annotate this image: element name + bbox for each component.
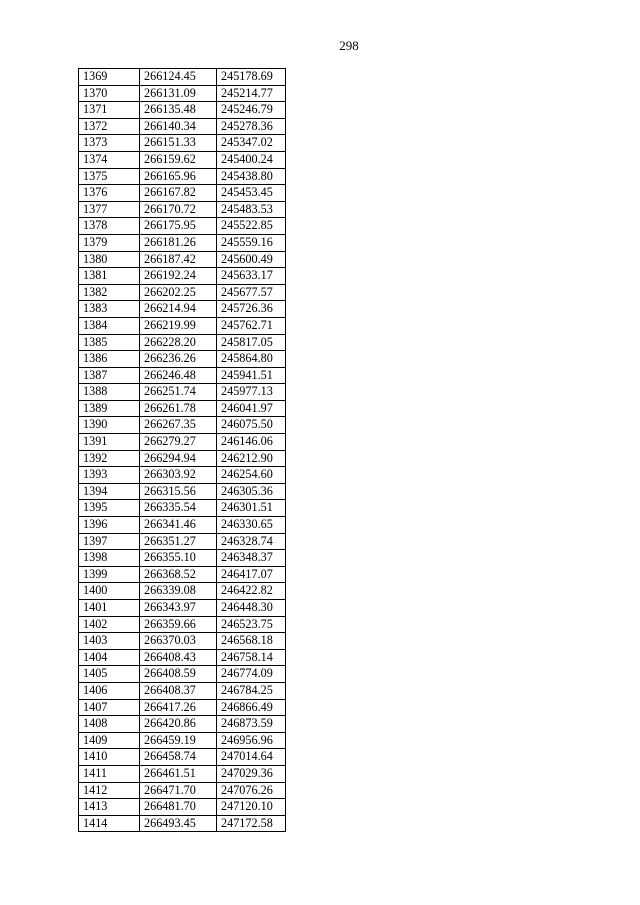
point-number-cell: 1399: [79, 566, 140, 583]
table-row: [79, 234, 286, 251]
point-number-cell: 1382: [79, 284, 140, 301]
table-row: [79, 400, 286, 417]
y-coordinate-cell: 246417.07: [217, 566, 286, 583]
x-coordinate-cell: 266370.03: [140, 633, 217, 650]
table-row: [79, 716, 286, 733]
table-row: [79, 550, 286, 567]
point-number-cell: 1404: [79, 649, 140, 666]
point-number-cell: 1389: [79, 400, 140, 417]
point-number-cell: 1390: [79, 417, 140, 434]
y-coordinate-cell: 245453.45: [217, 185, 286, 202]
x-coordinate-cell: 266351.27: [140, 533, 217, 550]
page-number: 298: [339, 38, 359, 53]
x-coordinate-cell: 266359.66: [140, 616, 217, 633]
x-coordinate-cell: 266135.48: [140, 102, 217, 119]
table-row: [79, 384, 286, 401]
x-coordinate-cell: 266219.99: [140, 317, 217, 334]
table-row: [79, 616, 286, 633]
x-coordinate-cell: 266228.20: [140, 334, 217, 351]
x-coordinate-cell: 266175.95: [140, 218, 217, 235]
point-number-cell: 1405: [79, 666, 140, 683]
point-number-cell: 1380: [79, 251, 140, 268]
point-number-cell: 1394: [79, 483, 140, 500]
table-row: [79, 799, 286, 816]
x-coordinate-cell: 266408.43: [140, 649, 217, 666]
point-number-cell: 1376: [79, 185, 140, 202]
x-coordinate-cell: 266246.48: [140, 367, 217, 384]
point-number-cell: 1387: [79, 367, 140, 384]
y-coordinate-cell: 245817.05: [217, 334, 286, 351]
point-number-cell: 1395: [79, 500, 140, 517]
table-row: [79, 135, 286, 152]
table-row: [79, 251, 286, 268]
point-number-cell: 1386: [79, 351, 140, 368]
point-number-cell: 1401: [79, 600, 140, 617]
y-coordinate-cell: 246774.09: [217, 666, 286, 683]
x-coordinate-cell: 266420.86: [140, 716, 217, 733]
y-coordinate-cell: 245522.85: [217, 218, 286, 235]
table-row: [79, 185, 286, 202]
x-coordinate-cell: 266408.37: [140, 682, 217, 699]
y-coordinate-cell: 246305.36: [217, 483, 286, 500]
x-coordinate-cell: 266251.74: [140, 384, 217, 401]
point-number-cell: 1397: [79, 533, 140, 550]
table-row: [79, 201, 286, 218]
point-number-cell: 1398: [79, 550, 140, 567]
y-coordinate-cell: 246348.37: [217, 550, 286, 567]
x-coordinate-cell: 266315.56: [140, 483, 217, 500]
table-row: [79, 666, 286, 683]
point-number-cell: 1371: [79, 102, 140, 119]
y-coordinate-cell: 245214.77: [217, 85, 286, 102]
x-coordinate-cell: 266481.70: [140, 799, 217, 816]
point-number-cell: 1375: [79, 168, 140, 185]
point-number-cell: 1381: [79, 268, 140, 285]
x-coordinate-cell: 266459.19: [140, 732, 217, 749]
table-row: [79, 434, 286, 451]
point-number-cell: 1378: [79, 218, 140, 235]
y-coordinate-cell: 246041.97: [217, 400, 286, 417]
point-number-cell: 1414: [79, 815, 140, 832]
point-number-cell: 1383: [79, 301, 140, 318]
y-coordinate-cell: 245977.13: [217, 384, 286, 401]
point-number-cell: 1392: [79, 450, 140, 467]
x-coordinate-cell: 266159.62: [140, 151, 217, 168]
table-row: [79, 566, 286, 583]
y-coordinate-cell: 246422.82: [217, 583, 286, 600]
point-number-cell: 1370: [79, 85, 140, 102]
table-row: [79, 633, 286, 650]
coordinates-table: [78, 68, 286, 832]
y-coordinate-cell: 246301.51: [217, 500, 286, 517]
point-number-cell: 1369: [79, 69, 140, 86]
point-number-cell: 1403: [79, 633, 140, 650]
point-number-cell: 1374: [79, 151, 140, 168]
y-coordinate-cell: 246758.14: [217, 649, 286, 666]
point-number-cell: 1407: [79, 699, 140, 716]
table-row: [79, 118, 286, 135]
y-coordinate-cell: 245677.57: [217, 284, 286, 301]
table-row: [79, 317, 286, 334]
x-coordinate-cell: 266170.72: [140, 201, 217, 218]
point-number-cell: 1385: [79, 334, 140, 351]
point-number-cell: 1388: [79, 384, 140, 401]
x-coordinate-cell: 266294.94: [140, 450, 217, 467]
point-number-cell: 1373: [79, 135, 140, 152]
table-row: [79, 600, 286, 617]
y-coordinate-cell: 246212.90: [217, 450, 286, 467]
table-row: [79, 749, 286, 766]
y-coordinate-cell: 245633.17: [217, 268, 286, 285]
x-coordinate-cell: 266461.51: [140, 765, 217, 782]
point-number-cell: 1413: [79, 799, 140, 816]
table-row: [79, 301, 286, 318]
point-number-cell: 1400: [79, 583, 140, 600]
x-coordinate-cell: 266341.46: [140, 517, 217, 534]
point-number-cell: 1410: [79, 749, 140, 766]
y-coordinate-cell: 245864.80: [217, 351, 286, 368]
x-coordinate-cell: 266355.10: [140, 550, 217, 567]
y-coordinate-cell: 245246.79: [217, 102, 286, 119]
x-coordinate-cell: 266140.34: [140, 118, 217, 135]
x-coordinate-cell: 266471.70: [140, 782, 217, 799]
point-number-cell: 1409: [79, 732, 140, 749]
y-coordinate-cell: 245178.69: [217, 69, 286, 86]
y-coordinate-cell: 247014.64: [217, 749, 286, 766]
y-coordinate-cell: 246330.65: [217, 517, 286, 534]
point-number-cell: 1412: [79, 782, 140, 799]
x-coordinate-cell: 266192.24: [140, 268, 217, 285]
table-row: [79, 765, 286, 782]
y-coordinate-cell: 245941.51: [217, 367, 286, 384]
point-number-cell: 1396: [79, 517, 140, 534]
x-coordinate-cell: 266181.26: [140, 234, 217, 251]
x-coordinate-cell: 266236.26: [140, 351, 217, 368]
y-coordinate-cell: 247172.58: [217, 815, 286, 832]
y-coordinate-cell: 245726.36: [217, 301, 286, 318]
table-row: [79, 334, 286, 351]
y-coordinate-cell: 245400.24: [217, 151, 286, 168]
x-coordinate-cell: 266303.92: [140, 467, 217, 484]
x-coordinate-cell: 266267.35: [140, 417, 217, 434]
y-coordinate-cell: 246956.96: [217, 732, 286, 749]
x-coordinate-cell: 266368.52: [140, 566, 217, 583]
x-coordinate-cell: 266493.45: [140, 815, 217, 832]
table-row: [79, 583, 286, 600]
x-coordinate-cell: 266165.96: [140, 168, 217, 185]
x-coordinate-cell: 266279.27: [140, 434, 217, 451]
y-coordinate-cell: 247120.10: [217, 799, 286, 816]
table-row: [79, 649, 286, 666]
y-coordinate-cell: 246523.75: [217, 616, 286, 633]
y-coordinate-cell: 246254.60: [217, 467, 286, 484]
point-number-cell: 1402: [79, 616, 140, 633]
point-number-cell: 1384: [79, 317, 140, 334]
y-coordinate-cell: 246328.74: [217, 533, 286, 550]
x-coordinate-cell: 266417.26: [140, 699, 217, 716]
x-coordinate-cell: 266408.59: [140, 666, 217, 683]
table-row: [79, 533, 286, 550]
table-row: [79, 517, 286, 534]
table-row: [79, 367, 286, 384]
table-row: [79, 500, 286, 517]
point-number-cell: 1391: [79, 434, 140, 451]
table-row: [79, 351, 286, 368]
x-coordinate-cell: 266343.97: [140, 600, 217, 617]
point-number-cell: 1372: [79, 118, 140, 135]
table-row: [79, 69, 286, 86]
point-number-cell: 1379: [79, 234, 140, 251]
point-number-cell: 1393: [79, 467, 140, 484]
y-coordinate-cell: 246146.06: [217, 434, 286, 451]
y-coordinate-cell: 245278.36: [217, 118, 286, 135]
table-row: [79, 417, 286, 434]
x-coordinate-cell: 266214.94: [140, 301, 217, 318]
table-row: [79, 782, 286, 799]
table-row: [79, 168, 286, 185]
x-coordinate-cell: 266458.74: [140, 749, 217, 766]
x-coordinate-cell: 266335.54: [140, 500, 217, 517]
y-coordinate-cell: 247076.26: [217, 782, 286, 799]
y-coordinate-cell: 246075.50: [217, 417, 286, 434]
y-coordinate-cell: 245483.53: [217, 201, 286, 218]
x-coordinate-cell: 266202.25: [140, 284, 217, 301]
table-row: [79, 85, 286, 102]
x-coordinate-cell: 266124.45: [140, 69, 217, 86]
table-row: [79, 815, 286, 832]
y-coordinate-cell: 245559.16: [217, 234, 286, 251]
table-row: [79, 682, 286, 699]
table-row: [79, 732, 286, 749]
x-coordinate-cell: 266131.09: [140, 85, 217, 102]
y-coordinate-cell: 246873.59: [217, 716, 286, 733]
x-coordinate-cell: 266151.33: [140, 135, 217, 152]
y-coordinate-cell: 245762.71: [217, 317, 286, 334]
y-coordinate-cell: 246866.49: [217, 699, 286, 716]
y-coordinate-cell: 246568.18: [217, 633, 286, 650]
y-coordinate-cell: 246784.25: [217, 682, 286, 699]
x-coordinate-cell: 266261.78: [140, 400, 217, 417]
table-row: [79, 151, 286, 168]
coordinates-table-body: [79, 69, 286, 832]
table-row: [79, 268, 286, 285]
table-row: [79, 699, 286, 716]
y-coordinate-cell: 245438.80: [217, 168, 286, 185]
table-row: [79, 450, 286, 467]
y-coordinate-cell: 245600.49: [217, 251, 286, 268]
table-row: [79, 218, 286, 235]
x-coordinate-cell: 266167.82: [140, 185, 217, 202]
point-number-cell: 1411: [79, 765, 140, 782]
table-row: [79, 467, 286, 484]
x-coordinate-cell: 266187.42: [140, 251, 217, 268]
y-coordinate-cell: 245347.02: [217, 135, 286, 152]
y-coordinate-cell: 247029.36: [217, 765, 286, 782]
point-number-cell: 1406: [79, 682, 140, 699]
x-coordinate-cell: 266339.08: [140, 583, 217, 600]
point-number-cell: 1408: [79, 716, 140, 733]
table-row: [79, 483, 286, 500]
table-row: [79, 102, 286, 119]
point-number-cell: 1377: [79, 201, 140, 218]
y-coordinate-cell: 246448.30: [217, 600, 286, 617]
table-row: [79, 284, 286, 301]
